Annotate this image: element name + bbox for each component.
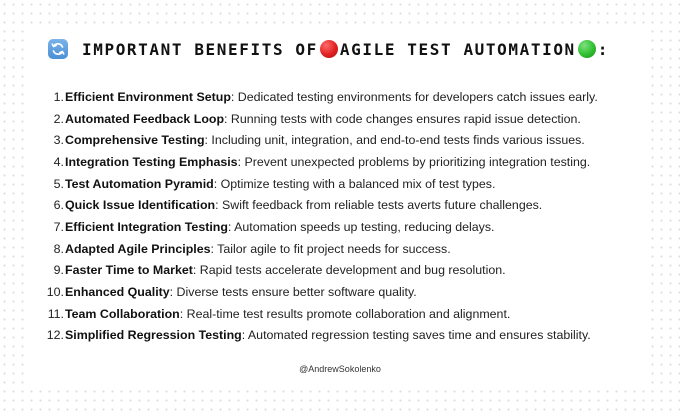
list-item-description: : Diverse tests ensure better software quality.: [169, 285, 417, 300]
list-item: [44, 151, 598, 173]
list-item: [44, 260, 598, 282]
list-item-number: 4.: [53, 154, 64, 169]
list-item-term: Comprehensive Testing: [65, 133, 205, 148]
green-circle-icon: [578, 40, 596, 58]
list-item: [44, 216, 598, 238]
list-item-description: : Real-time test results promote collaboration and alignment.: [179, 306, 511, 321]
page-title: [48, 36, 609, 62]
list-item-number: 10.: [46, 285, 64, 300]
list-item-description: : Swift feedback from reliable tests averts future challenges.: [215, 198, 543, 213]
list-item-description: : Including unit, integration, and end-to-end tests finds various issues.: [204, 133, 585, 148]
list-item-term: Integration Testing Emphasis: [65, 154, 238, 169]
list-item: [44, 238, 598, 260]
title-text-part2: AGILE TEST AUTOMATION: [339, 39, 576, 59]
list-item-number: 12.: [46, 328, 64, 343]
list-item-number: 6.: [53, 198, 64, 213]
list-item-description: : Running tests with code changes ensures rapid issue detection.: [224, 111, 581, 126]
list-item-term: Automated Feedback Loop: [65, 111, 225, 126]
list-item-term: Efficient Integration Testing: [65, 219, 228, 234]
list-item-description: : Automated regression testing saves time and ensures stability.: [241, 328, 591, 343]
list-item: [44, 303, 598, 325]
list-item: [44, 86, 598, 108]
list-item: [44, 129, 598, 151]
title-text-part3: :: [597, 39, 610, 59]
list-item-number: 3.: [53, 133, 64, 148]
list-item-number: 9.: [53, 263, 64, 278]
red-circle-icon: [320, 40, 338, 58]
counterclockwise-arrows-icon: [48, 39, 68, 59]
list-item-description: : Optimize testing with a balanced mix of test types.: [213, 176, 496, 191]
list-item-description: : Rapid tests accelerate development and bug resolution.: [192, 263, 506, 278]
list-item-description: : Tailor agile to fit project needs for success.: [210, 241, 451, 256]
list-item-term: Team Collaboration: [65, 306, 180, 321]
list-item-number: 7.: [53, 219, 64, 234]
list-item-term: Enhanced Quality: [65, 285, 170, 300]
list-item-term: Quick Issue Identification: [65, 198, 216, 213]
list-item-description: : Prevent unexpected problems by prioritizing integration testing.: [237, 154, 591, 169]
list-item-number: 5.: [53, 176, 64, 191]
list-item: [44, 194, 598, 216]
list-item: [44, 281, 598, 303]
list-item-term: Simplified Regression Testing: [65, 328, 242, 343]
list-item-term: Test Automation Pyramid: [65, 176, 214, 191]
author-handle: @AndrewSokolenko: [299, 364, 381, 374]
list-item: [44, 173, 598, 195]
list-item-number: 11.: [47, 306, 64, 321]
list-item: [44, 108, 598, 130]
list-item-number: 8.: [53, 241, 64, 256]
list-item-number: 1.: [53, 89, 64, 104]
list-item-term: Adapted Agile Principles: [65, 241, 211, 256]
list-item-description: : Automation speeds up testing, reducing delays.: [227, 219, 495, 234]
benefits-list: [44, 86, 598, 346]
list-item-description: : Dedicated testing environments for developers catch issues early.: [230, 89, 598, 104]
title-text-part1: IMPORTANT BENEFITS OF: [82, 39, 318, 59]
list-item-term: Efficient Environment Setup: [65, 89, 231, 104]
list-item-term: Faster Time to Market: [65, 263, 193, 278]
list-item-number: 2.: [53, 111, 64, 126]
list-item: [44, 325, 598, 347]
